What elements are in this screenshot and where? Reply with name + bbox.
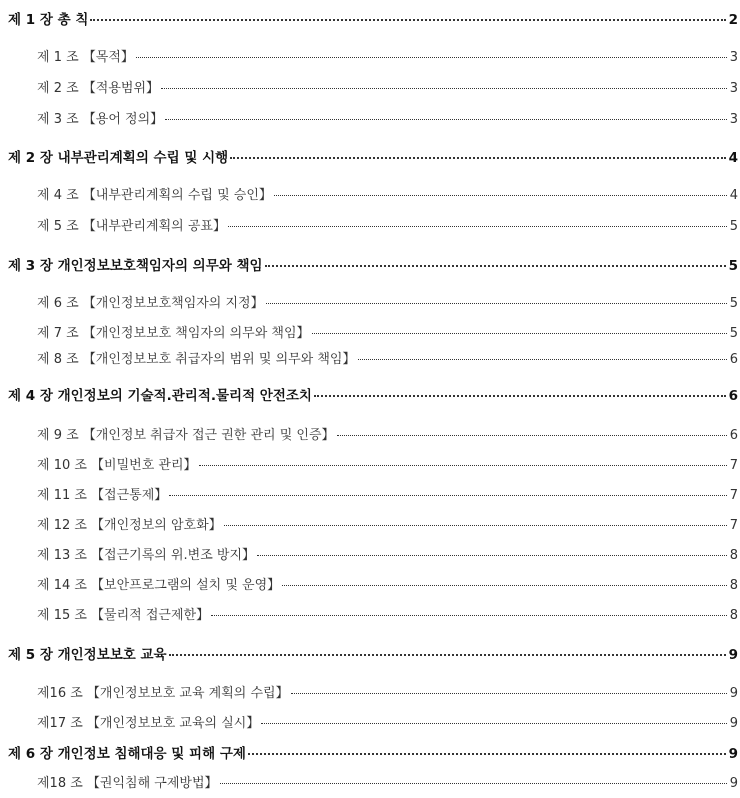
- toc-page-number: 9: [728, 746, 738, 762]
- toc-entry-title: 제16 조 【개인정보보호 교육 계획의 수립】: [37, 686, 289, 701]
- toc-entry-title: 제 3 조 【용어 정의】: [37, 112, 164, 127]
- dot-leader: [211, 615, 727, 616]
- toc-article-8: [37, 348, 738, 367]
- toc-article-10: [37, 454, 738, 473]
- toc-page-number: 3: [729, 81, 738, 96]
- dot-leader: [169, 495, 726, 496]
- toc-entry-title: 제17 조 【개인정보보호 교육의 실시】: [37, 716, 260, 731]
- toc-entry-title: 제 3 장 개인정보보호책임자의 의무와 책임: [8, 258, 263, 274]
- toc-entry-title: 제 6 장 개인정보 침해대응 및 피해 구제: [8, 746, 246, 762]
- toc-entry-title: 제 2 조 【적용범위】: [37, 81, 160, 96]
- toc-article-14: [37, 574, 738, 593]
- dot-leader: [314, 395, 726, 397]
- toc-entry-title: 제 14 조 【보안프로그램의 설치 및 운영】: [37, 578, 281, 593]
- toc-entry-title: 제 8 조 【개인정보보호 취급자의 범위 및 의무와 책임】: [37, 352, 356, 367]
- dot-leader: [161, 88, 727, 89]
- toc-chapter-1: [8, 8, 738, 28]
- toc-article-1: [37, 46, 738, 65]
- toc-entry-title: 제 1 조 【목적】: [37, 50, 134, 65]
- toc-page-number: 7: [729, 518, 738, 533]
- dot-leader: [261, 723, 726, 724]
- dot-leader: [291, 693, 727, 694]
- toc-article-18: [37, 772, 738, 791]
- dot-leader: [266, 303, 727, 304]
- dot-leader: [337, 435, 727, 436]
- toc-entry-title: 제18 조 【권익침해 구제방법】: [37, 776, 218, 791]
- dot-leader: [265, 265, 726, 267]
- dot-leader: [199, 465, 727, 466]
- toc-page-number: 4: [728, 150, 738, 166]
- toc-page-number: 4: [729, 188, 738, 203]
- dot-leader: [165, 119, 727, 120]
- toc-chapter-4: [8, 384, 738, 404]
- toc-entry-title: 제 15 조 【물리적 접근제한】: [37, 608, 210, 623]
- toc-entry-title: 제 13 조 【접근기록의 위.변조 방지】: [37, 548, 256, 563]
- toc-entry-title: 제 5 장 개인정보보호 교육: [8, 647, 167, 663]
- toc-article-2: [37, 77, 738, 96]
- toc-article-16: [37, 682, 738, 701]
- toc-entry-title: 제 6 조 【개인정보보호책임자의 지정】: [37, 296, 264, 311]
- toc-chapter-5: [8, 643, 738, 663]
- toc-page-number: 5: [728, 258, 738, 274]
- dot-leader: [282, 585, 727, 586]
- toc-entry-title: 제 7 조 【개인정보보호 책임자의 의무와 책임】: [37, 326, 310, 341]
- toc-page-number: 5: [729, 296, 738, 311]
- toc-page-number: 8: [729, 578, 738, 593]
- dot-leader: [257, 555, 727, 556]
- dot-leader: [312, 333, 727, 334]
- toc-page-number: 5: [729, 326, 738, 341]
- toc-article-11: [37, 484, 738, 503]
- dot-leader: [230, 157, 725, 159]
- toc-article-12: [37, 514, 738, 533]
- dot-leader: [248, 753, 726, 755]
- toc-article-13: [37, 544, 738, 563]
- toc-entry-title: 제 4 조 【내부관리계획의 수립 및 승인】: [37, 188, 272, 203]
- toc-page-number: 9: [729, 776, 738, 791]
- toc-entry-title: 제 1 장 총 칙: [8, 12, 89, 28]
- toc-page-number: 5: [729, 219, 738, 234]
- dot-leader: [90, 19, 725, 21]
- toc-chapter-2: [8, 146, 738, 166]
- toc-page-number: 9: [729, 686, 738, 701]
- dot-leader: [220, 783, 727, 784]
- toc-page-number: 9: [729, 716, 738, 731]
- dot-leader: [274, 195, 727, 196]
- toc-article-3: [37, 108, 738, 127]
- toc-page-number: 6: [729, 428, 738, 443]
- toc-page-number: 9: [728, 647, 738, 663]
- toc-page-number: 6: [728, 388, 738, 404]
- dot-leader: [358, 359, 727, 360]
- toc-chapter-6: [8, 742, 738, 762]
- toc-entry-title: 제 4 장 개인정보의 기술적.관리적.물리적 안전조치: [8, 388, 312, 404]
- toc-article-15: [37, 604, 738, 623]
- dot-leader: [169, 654, 726, 656]
- dot-leader: [224, 525, 727, 526]
- toc-entry-title: 제 10 조 【비밀번호 관리】: [37, 458, 197, 473]
- toc-article-17: [37, 712, 738, 731]
- toc-page-number: 3: [729, 112, 738, 127]
- toc-page-number: 3: [729, 50, 738, 65]
- toc-article-6: [37, 292, 738, 311]
- dot-leader: [228, 226, 727, 227]
- toc-chapter-3: [8, 254, 738, 274]
- toc-article-5: [37, 215, 738, 234]
- toc-entry-title: 제 11 조 【접근통제】: [37, 488, 168, 503]
- toc-article-7: [37, 322, 738, 341]
- toc-page-number: 7: [729, 458, 738, 473]
- toc-entry-title: 제 12 조 【개인정보의 암호화】: [37, 518, 222, 533]
- dot-leader: [136, 57, 727, 58]
- toc-article-9: [37, 424, 738, 443]
- toc-page-number: 8: [729, 548, 738, 563]
- toc-article-4: [37, 184, 738, 203]
- toc-page-number: 6: [729, 352, 738, 367]
- toc-page-number: 8: [729, 608, 738, 623]
- toc-page-number: 2: [728, 12, 738, 28]
- toc-entry-title: 제 9 조 【개인정보 취급자 접근 권한 관리 및 인증】: [37, 428, 335, 443]
- toc-entry-title: 제 2 장 내부관리계획의 수립 및 시행: [8, 150, 229, 166]
- toc-page-number: 7: [729, 488, 738, 503]
- toc-entry-title: 제 5 조 【내부관리계획의 공표】: [37, 219, 226, 234]
